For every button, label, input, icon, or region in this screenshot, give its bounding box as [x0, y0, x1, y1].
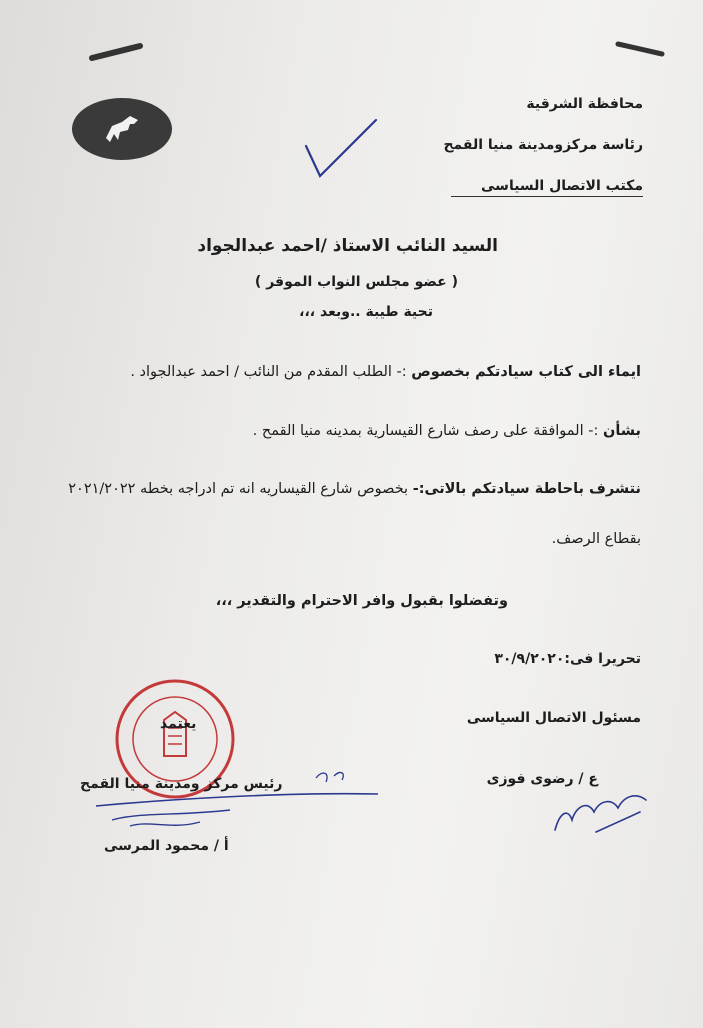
horse-logo [72, 98, 172, 160]
left-signatory-name: أ / محمود المرسى [104, 838, 229, 854]
closing-line: وتفضلوا بقبول وافر الاحترام والتقدير ،،، [215, 593, 508, 609]
reference-label: ايماء الى كتاب سيادتكم بخصوص [411, 364, 641, 380]
date-line: تحريرا فى:٣٠/٩/٢٠٢٠ [494, 651, 641, 667]
city-council-name: رئاسة مركزومدينة منيا القمح [443, 137, 643, 153]
left-approve-label: يعتمد [160, 716, 197, 732]
subject-label: بشأن [602, 423, 641, 439]
info-line-continuation: بقطاع الرصف. [551, 531, 641, 547]
right-signatory-role: مسئول الاتصال السياسى [466, 710, 641, 726]
greeting: تحية طيبة ..وبعد ،،، [299, 304, 433, 320]
info-label: نتشرف باحاطة سيادتكم بالاتى:- [412, 481, 641, 497]
subject-text: :- الموافقة على رصف شارع القيسارية بمدينه منيا القمح . [252, 423, 599, 439]
governorate-name: محافظة الشرقية [526, 96, 643, 112]
top-right-dash-mark [612, 40, 672, 64]
reference-text: :- الطلب المقدم من النائب / احمد عبدالجواد . [130, 364, 407, 380]
horse-icon [72, 98, 172, 160]
left-signatory-role: رئيس مركز ومدينة منيا القمح [80, 776, 283, 792]
subject-line [253, 423, 641, 439]
recipient-title: ( عضو مجلس النواب الموقر ) [254, 274, 458, 290]
info-text: بخصوص شارع القيساريه انه تم ادراجه بخطه ٢٠٢١/٢٠٢٢ [68, 481, 409, 497]
recipient-name: السيد النائب الاستاذ /احمد عبدالجواد [197, 236, 498, 256]
right-signatory-name: ع / رضوى فوزى [486, 771, 598, 787]
info-line [68, 481, 641, 497]
reference-line [130, 364, 641, 380]
top-left-dash-mark [88, 40, 148, 64]
office-name: مكتب الاتصال السياسى [451, 178, 643, 197]
